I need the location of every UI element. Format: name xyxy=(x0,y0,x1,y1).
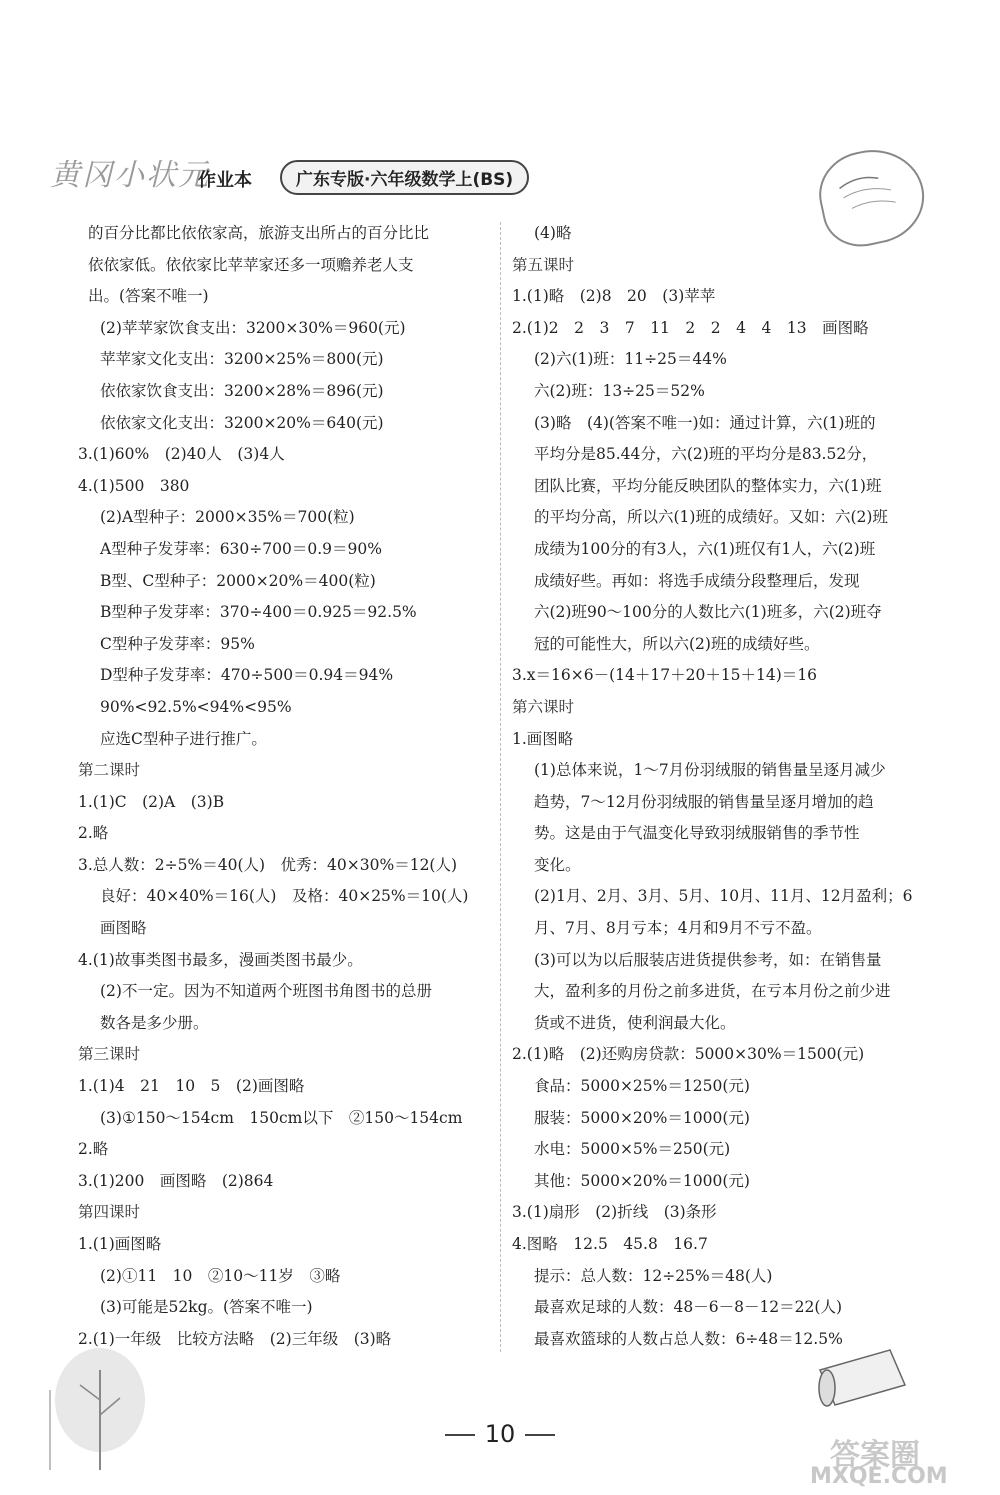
answer-line: 1.(1)画图略 xyxy=(78,1235,162,1253)
answer-line: 数各是多少册。 xyxy=(100,1013,209,1032)
answer-line: 依依家文化支出：3200×20%＝640(元) xyxy=(100,413,384,432)
answer-line: A型种子发芽率：630÷700＝0.9＝90% xyxy=(100,539,382,558)
answer-line: 应选C型种子进行推广。 xyxy=(100,729,267,748)
section-heading: 第六课时 xyxy=(512,697,575,716)
answer-line: 2.(1)2 2 3 7 11 2 2 4 4 13 画图略 xyxy=(512,318,869,337)
answer-line: 六(2)班：13÷25＝52% xyxy=(534,381,705,400)
answer-line: 3.x＝16×6－(14＋17＋20＋15＋14)＝16 xyxy=(512,666,818,685)
answer-line: (4)略 xyxy=(534,224,572,242)
answer-line: 平均分是85.44分，六(2)班的平均分是83.52分， xyxy=(534,445,878,464)
answer-line: 成绩好些。再如：将选手成绩分段整理后，发现 xyxy=(534,571,860,590)
answer-line: 水电：5000×5%＝250(元) xyxy=(534,1140,731,1159)
answer-line: C型种子发芽率：95% xyxy=(100,634,255,653)
answer-line: 出。(答案不唯一) xyxy=(88,287,209,306)
answer-line: 4.(1)500 380 xyxy=(78,476,190,495)
answer-line: (2)不一定。因为不知道两个班图书角图书的总册 xyxy=(100,982,432,1001)
answer-line: 货或不进货，使利润最大化。 xyxy=(534,1013,736,1032)
answer-line: 4.(1)故事类图书最多，漫画类图书最少。 xyxy=(78,950,363,969)
answer-line: 服装：5000×20%＝1000(元) xyxy=(534,1108,750,1127)
answer-line: 2.(1)一年级 比较方法略 (2)三年级 (3)略 xyxy=(78,1329,392,1348)
answer-line: (2)苹苹家饮食支出：3200×30%＝960(元) xyxy=(100,318,406,337)
page-number: 10 xyxy=(484,1420,516,1448)
site-watermark xyxy=(790,1430,990,1490)
answer-line: 大，盈利多的月份之前多进货，在亏本月份之前少进 xyxy=(534,982,891,1001)
answer-line: 冠的可能性大，所以六(2)班的成绩好些。 xyxy=(534,634,820,653)
answer-line: 最喜欢足球的人数：48－6－8－12＝22(人) xyxy=(534,1298,842,1317)
answer-line: 1.(1)C (2)A (3)B xyxy=(78,792,225,811)
left-answer-column xyxy=(78,218,498,1355)
answer-line: (3)可以为以后服装店进货提供参考，如：在销售量 xyxy=(534,950,882,969)
answer-line: (2)A型种子：2000×35%＝700(粒) xyxy=(100,508,355,527)
column-divider xyxy=(500,222,501,1352)
answer-line: 团队比赛，平均分能反映团队的整体实力，六(1)班 xyxy=(534,476,882,495)
answer-line: (2)①11 10 ②10～11岁 ③略 xyxy=(100,1266,341,1285)
brand-logo: 黄冈小状元 xyxy=(50,158,210,193)
section-heading: 第五课时 xyxy=(512,255,575,274)
answer-line: 2.(1)略 (2)还购房贷款：5000×30%＝1500(元) xyxy=(512,1045,865,1064)
answer-line: 4.图略 12.5 45.8 16.7 xyxy=(512,1235,708,1253)
answer-line: 最喜欢篮球的人数占总人数：6÷48＝12.5% xyxy=(534,1329,843,1348)
right-answer-column xyxy=(512,218,932,1355)
tree-illustration xyxy=(20,1330,160,1470)
answer-line: 苹苹家文化支出：3200×25%＝800(元) xyxy=(100,350,384,369)
answer-line: 其他：5000×20%＝1000(元) xyxy=(534,1171,750,1190)
answer-line: 月、7月、8月亏本；4月和9月不亏不盈。 xyxy=(534,919,822,938)
telescope-icon xyxy=(810,1340,930,1430)
answer-line: 画图略 xyxy=(100,919,147,938)
section-heading: 第三课时 xyxy=(78,1045,141,1064)
answer-line: 3.(1)200 画图略 (2)864 xyxy=(78,1171,274,1190)
answer-line: 90%<92.5%<94%<95% xyxy=(100,697,292,716)
answer-line: 的平均分高，所以六(1)班的成绩好。又如：六(2)班 xyxy=(534,508,888,527)
answer-line: 依依家低。依依家比苹苹家还多一项赡养老人支 xyxy=(88,255,414,274)
answer-line: 食品：5000×25%＝1250(元) xyxy=(534,1077,750,1096)
page-header xyxy=(50,140,930,210)
answer-line: D型种子发芽率：470÷500＝0.94＝94% xyxy=(100,666,394,685)
answer-line: (1)总体来说，1～7月份羽绒服的销售量呈逐月减少 xyxy=(534,761,886,780)
answer-line: 2.略 xyxy=(78,824,109,843)
answer-line: (2)1月、2月、3月、5月、10月、11月、12月盈利；6 xyxy=(534,887,913,906)
answer-line: 1.画图略 xyxy=(512,729,574,748)
answer-line: 3.总人数：2÷5%＝40(人) 优秀：40×30%＝12(人) xyxy=(78,855,458,874)
answer-line: 成绩为100分的有3人，六(1)班仅有1人，六(2)班 xyxy=(534,539,876,558)
answer-line: 1.(1)4 21 10 5 (2)画图略 xyxy=(78,1077,305,1096)
answer-line: 提示：总人数：12÷25%＝48(人) xyxy=(534,1266,773,1285)
watermark-url: MXQE.COM xyxy=(810,1464,948,1489)
answer-line: (2)六(1)班：11÷25＝44% xyxy=(534,350,727,369)
answer-line: 1.(1)略 (2)8 20 (3)苹苹 xyxy=(512,287,716,306)
answer-line: 势。这是由于气温变化导致羽绒服销售的季节性 xyxy=(534,824,860,843)
answer-line: 的百分比都比依依家高，旅游支出所占的百分比比 xyxy=(88,224,430,242)
telescope-illustration xyxy=(810,1340,930,1430)
answer-line: (3)略 (4)(答案不唯一)如：通过计算，六(1)班的 xyxy=(534,413,876,432)
answer-line: B型种子发芽率：370÷400＝0.925＝92.5% xyxy=(100,603,417,622)
answer-line: (3)①150～154cm 150cm以下 ②150～154cm xyxy=(100,1108,463,1127)
watermark-logo: 答案圈 xyxy=(830,1438,920,1473)
answer-line: (3)可能是52kg。(答案不唯一) xyxy=(100,1298,313,1317)
tree-icon xyxy=(20,1330,160,1470)
answer-line: 2.略 xyxy=(78,1140,109,1159)
answer-line: 依依家饮食支出：3200×28%＝896(元) xyxy=(100,381,384,400)
answer-line: 六(2)班90～100分的人数比六(1)班多，六(2)班夺 xyxy=(534,603,882,622)
section-heading: 第四课时 xyxy=(78,1203,141,1222)
answer-line: 3.(1)60% (2)40人 (3)4人 xyxy=(78,445,285,464)
edition-badge: 广东专版·六年级数学上(BS) xyxy=(280,160,529,195)
answer-line: 变化。 xyxy=(534,855,581,874)
book-type-label: 作业本 xyxy=(198,170,252,191)
answer-line: 趋势，7～12月份羽绒服的销售量呈逐月增加的趋 xyxy=(534,792,874,811)
answer-line: 良好：40×40%＝16(人) 及格：40×25%＝10(人) xyxy=(100,887,469,906)
section-heading: 第二课时 xyxy=(78,761,141,780)
answer-line: 3.(1)扇形 (2)折线 (3)条形 xyxy=(512,1203,717,1222)
page-number-dash-right xyxy=(525,1434,555,1436)
answer-line: B型、C型种子：2000×20%＝400(粒) xyxy=(100,571,376,590)
